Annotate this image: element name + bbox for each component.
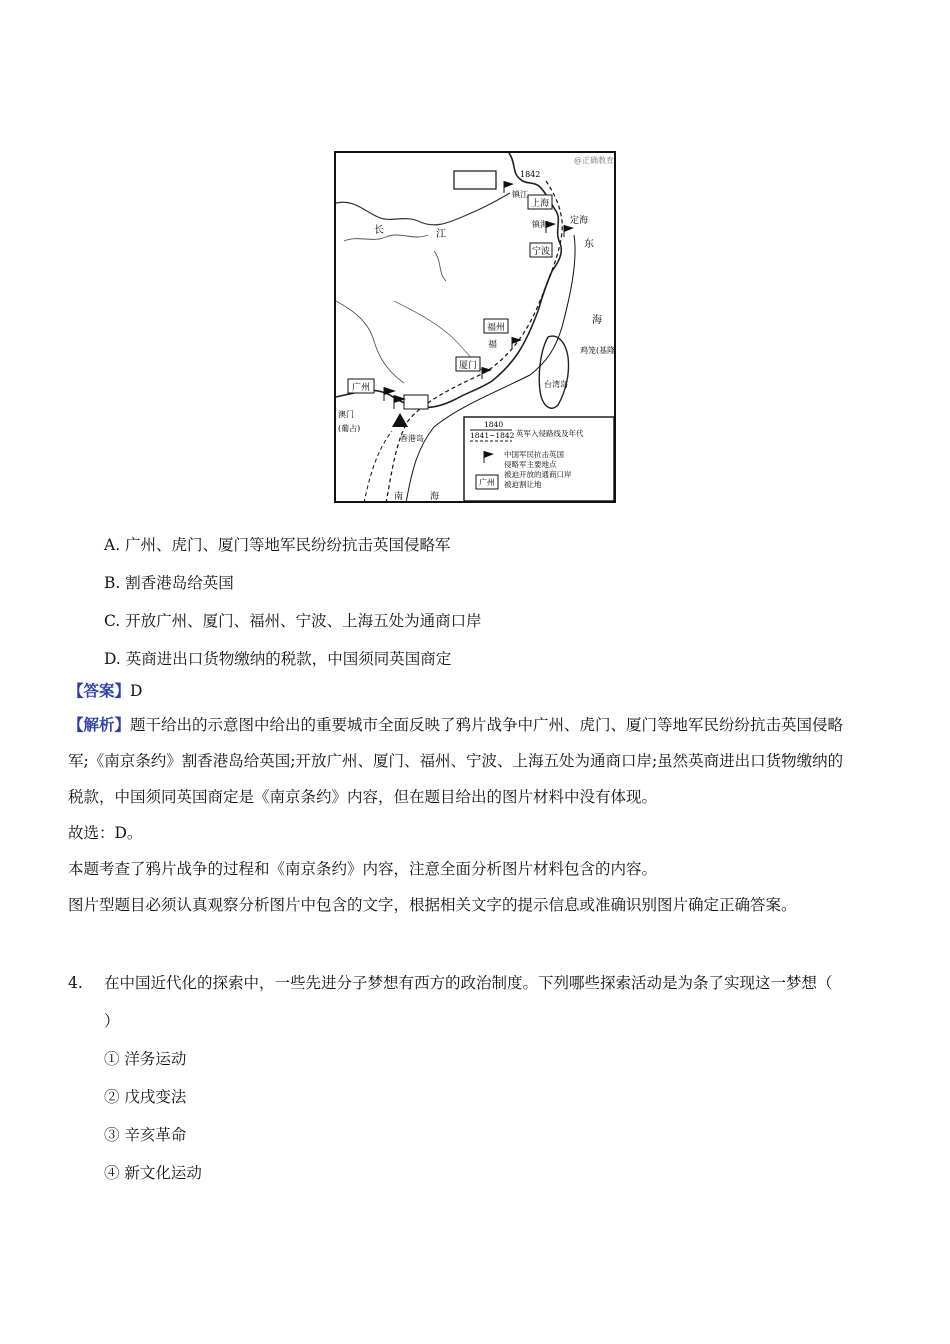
- label-jiangkou: (葡占): [338, 424, 361, 433]
- option-a: A. 广州、虎门、厦门等地军民纷纷抗击英国侵略军: [104, 536, 451, 554]
- analysis-line-2: 军;《南京条约》割香港岛给英国;开放广州、厦门、福州、宁波、上海五处为通商口岸;虽然英商进出口货物缴纳的: [68, 752, 844, 770]
- analysis-line-3: 税款，中国须同英国商定是《南京条约》内容，但在题目给出的图片材料中没有体现。: [68, 788, 658, 806]
- label-chang: 长: [374, 225, 384, 236]
- question-4-number: 4.: [68, 974, 83, 992]
- legend-year-1841: 1841~1842: [470, 431, 515, 440]
- map-watermark: @正确教育: [574, 156, 614, 165]
- label-nan: 南: [394, 492, 404, 502]
- label-xiamen: 厦门: [458, 361, 478, 371]
- label-zhenjiang: 镇江: [512, 190, 528, 199]
- legend-route-label: 英军入侵路线及年代: [516, 429, 584, 438]
- label-jilong: 鸡笼(基隆): [580, 346, 616, 355]
- map-legend: [464, 417, 614, 501]
- empty-box-south: [404, 395, 428, 409]
- label-fu: 福: [488, 340, 498, 350]
- legend-box-sample: 广州: [479, 478, 495, 487]
- analysis-line-5: 本题考查了鸦片战争的过程和《南京条约》内容，注意全面分析图片材料包含的内容。: [68, 860, 658, 878]
- label-zhenhai: 镇海: [532, 220, 548, 229]
- label-1842: 1842: [520, 170, 541, 179]
- legend-box-label-2: 被迫割让地: [504, 480, 542, 489]
- opium-war-map: [334, 151, 616, 503]
- analysis-line-1: [68, 714, 843, 736]
- legend-flag-label-2: 侵略军主要地点: [504, 460, 557, 469]
- label-hai-south: 海: [430, 492, 440, 502]
- option-b: B. 割香港岛给英国: [104, 574, 234, 592]
- question-4-item-1: ① 洋务运动: [104, 1050, 187, 1068]
- legend-flag-label-1: 中国军民抗击英国: [504, 450, 564, 459]
- analysis-tag: 【解析】: [68, 715, 131, 734]
- option-d: D. 英商进出口货物缴纳的税款，中国须同英国商定: [104, 650, 452, 668]
- legend-box-label-1: 被迫开放的通商口岸: [504, 470, 572, 479]
- question-4-item-4: ④ 新文化运动: [104, 1164, 202, 1182]
- label-fuzhou: 福州: [486, 323, 506, 333]
- label-dinghai: 定海: [570, 216, 589, 226]
- label-shanghai: 上海: [530, 199, 550, 209]
- label-hai-east: 海: [592, 315, 602, 326]
- label-ningbo: 宁波: [531, 247, 551, 257]
- answer-tag: 【答案】: [68, 681, 131, 700]
- label-dong: 东: [584, 239, 594, 250]
- empty-box-nanjing: [454, 171, 496, 189]
- answer-value: D: [130, 682, 143, 700]
- analysis-text-1: 题干给出的示意图中给出的重要城市全面反映了鸦片战争中广州、虎门、厦门等地军民纷纷抗击英国侵略: [130, 716, 844, 734]
- option-c: C. 开放广州、厦门、福州、宁波、上海五处为通商口岸: [104, 612, 482, 630]
- map-svg: [334, 151, 616, 503]
- question-4-stem-1: 在中国近代化的探索中，一些先进分子梦想有西方的政治制度。下列哪些探索活动是为条了实现这一梦想（: [104, 974, 833, 992]
- question-4-item-2: ② 戊戌变法: [104, 1088, 187, 1106]
- label-aomen: 澳门: [338, 410, 354, 419]
- question-4-stem-2: ）: [104, 1012, 120, 1030]
- analysis-line-4: 故选：D。: [68, 824, 143, 842]
- label-jiang: 江: [436, 229, 446, 240]
- answer-line: [68, 680, 142, 702]
- analysis-line-6: 图片型题目必须认真观察分析图片中包含的文字，根据相关文字的提示信息或准确识别图片确定正确答案。: [68, 896, 797, 914]
- label-taiwan: 台湾岛: [544, 380, 568, 389]
- label-guangzhou: 广州: [351, 383, 371, 393]
- label-xianggang: 香港岛: [400, 434, 424, 443]
- question-4-item-3: ③ 辛亥革命: [104, 1126, 187, 1144]
- legend-year-1840: 1840: [484, 420, 504, 429]
